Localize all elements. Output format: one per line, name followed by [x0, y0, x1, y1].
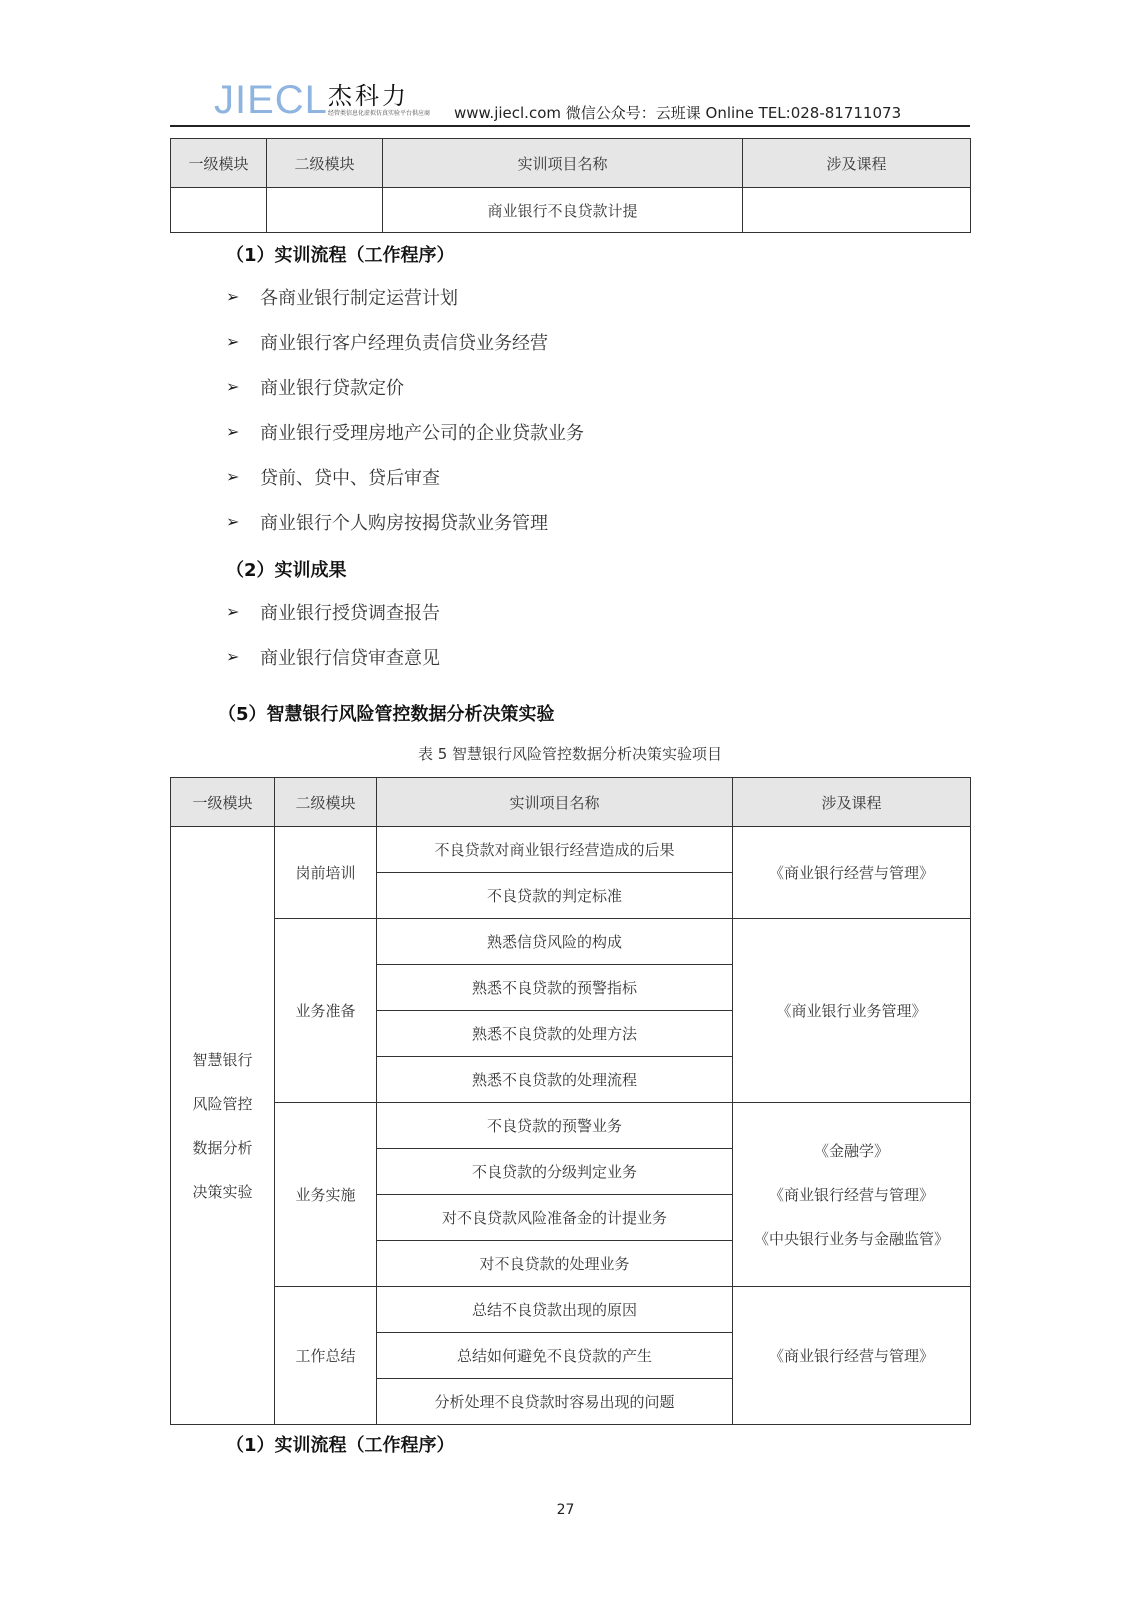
experiment-table — [170, 777, 971, 1425]
header-level2: 二级模块 — [275, 778, 377, 827]
course-line: 《商业银行经营与管理》 — [768, 863, 934, 882]
arrow-bullet-icon: ➢ — [226, 512, 240, 531]
cell-course — [733, 1103, 971, 1287]
cell-course — [743, 188, 971, 233]
table-row — [171, 1287, 971, 1333]
header-contact: www.jiecl.com 微信公众号：云班课 Online TEL:028-81711073 — [454, 104, 902, 122]
cell-item: 商业银行不良贷款计提 — [383, 188, 743, 233]
cell-level2: 岗前培训 — [275, 827, 377, 919]
flow-heading: （1）实训流程（工作程序） — [226, 245, 455, 266]
company-logo-cn: 杰科力 — [328, 82, 409, 110]
cell-level2: 业务准备 — [275, 919, 377, 1103]
header-item: 实训项目名称 — [377, 778, 733, 827]
cell-item: 熟悉信贷风险的构成 — [377, 919, 733, 965]
cell-level2: 业务实施 — [275, 1103, 377, 1287]
list-item-text: 商业银行客户经理负责信贷业务经营 — [260, 332, 548, 354]
cell-course — [733, 1287, 971, 1425]
cell-item: 不良贷款的预警业务 — [377, 1103, 733, 1149]
list-item-text: 各商业银行制定运营计划 — [260, 287, 458, 309]
arrow-bullet-icon: ➢ — [226, 467, 240, 486]
cell-item: 对不良贷款风险准备金的计提业务 — [377, 1195, 733, 1241]
cell-level2 — [267, 188, 383, 233]
header-course: 涉及课程 — [743, 139, 971, 188]
course-line: 《金融学》 — [813, 1141, 889, 1160]
section-heading: （5）智慧银行风险管控数据分析决策实验 — [218, 704, 555, 725]
cell-item: 不良贷款对商业银行经营造成的后果 — [377, 827, 733, 873]
course-line: 《商业银行经营与管理》 — [768, 1185, 934, 1204]
arrow-bullet-icon: ➢ — [226, 377, 240, 396]
company-logo: JIECL — [214, 78, 328, 122]
cell-item: 熟悉不良贷款的处理流程 — [377, 1057, 733, 1103]
header-course: 涉及课程 — [733, 778, 971, 827]
company-tagline: 经管类信息化虚拟仿真实验平台供应商 — [328, 110, 431, 117]
level1-line: 智慧银行 — [192, 1050, 253, 1069]
list-item-text: 商业银行受理房地产公司的企业贷款业务 — [260, 422, 584, 444]
table-row — [171, 188, 971, 233]
cell-level1 — [171, 827, 275, 1425]
level1-line: 风险管控 — [192, 1094, 253, 1113]
continued-table — [170, 138, 971, 233]
list-item-text: 商业银行个人购房按揭贷款业务管理 — [260, 512, 548, 534]
header-level1: 一级模块 — [171, 778, 275, 827]
cell-item: 分析处理不良贷款时容易出现的问题 — [377, 1379, 733, 1425]
arrow-bullet-icon: ➢ — [226, 602, 240, 621]
level1-line: 决策实验 — [192, 1182, 253, 1201]
level1-line: 数据分析 — [192, 1138, 253, 1157]
list-item — [226, 634, 440, 679]
page-number: 27 — [556, 1502, 575, 1518]
header-divider — [170, 125, 970, 127]
table-row — [171, 1103, 971, 1149]
header-level1: 一级模块 — [171, 139, 267, 188]
list-item — [226, 454, 584, 499]
list-item-text: 商业银行贷款定价 — [260, 377, 404, 399]
cell-item: 熟悉不良贷款的预警指标 — [377, 965, 733, 1011]
cell-item: 熟悉不良贷款的处理方法 — [377, 1011, 733, 1057]
list-item — [226, 409, 584, 454]
flow-heading-2: （1）实训流程（工作程序） — [226, 1435, 455, 1456]
table-row — [171, 919, 971, 965]
list-item — [226, 274, 584, 319]
list-item-text: 商业银行授贷调查报告 — [260, 602, 440, 624]
arrow-bullet-icon: ➢ — [226, 422, 240, 441]
cell-item: 总结如何避免不良贷款的产生 — [377, 1333, 733, 1379]
cell-level2: 工作总结 — [275, 1287, 377, 1425]
cell-item: 对不良贷款的处理业务 — [377, 1241, 733, 1287]
header-level2: 二级模块 — [267, 139, 383, 188]
list-item — [226, 499, 584, 544]
table-header-row — [171, 139, 971, 188]
cell-level1 — [171, 188, 267, 233]
result-list — [226, 589, 440, 679]
course-line: 《商业银行业务管理》 — [776, 1001, 927, 1020]
course-line: 《中央银行业务与金融监管》 — [753, 1229, 949, 1248]
cell-item: 不良贷款的判定标准 — [377, 873, 733, 919]
list-item-text: 商业银行信贷审查意见 — [260, 647, 440, 669]
cell-course — [733, 827, 971, 919]
flow-list — [226, 274, 584, 544]
list-item — [226, 364, 584, 409]
list-item — [226, 319, 584, 364]
page-header — [170, 72, 970, 128]
header-item: 实训项目名称 — [383, 139, 743, 188]
cell-item: 总结不良贷款出现的原因 — [377, 1287, 733, 1333]
arrow-bullet-icon: ➢ — [226, 647, 240, 666]
arrow-bullet-icon: ➢ — [226, 287, 240, 306]
cell-item: 不良贷款的分级判定业务 — [377, 1149, 733, 1195]
cell-course — [733, 919, 971, 1103]
result-heading: （2）实训成果 — [226, 560, 347, 581]
arrow-bullet-icon: ➢ — [226, 332, 240, 351]
table-header-row — [171, 778, 971, 827]
list-item — [226, 589, 440, 634]
table-caption: 表 5 智慧银行风险管控数据分析决策实验项目 — [417, 745, 723, 763]
list-item-text: 贷前、贷中、贷后审查 — [260, 467, 440, 489]
course-line: 《商业银行经营与管理》 — [768, 1346, 934, 1365]
table-row — [171, 827, 971, 873]
